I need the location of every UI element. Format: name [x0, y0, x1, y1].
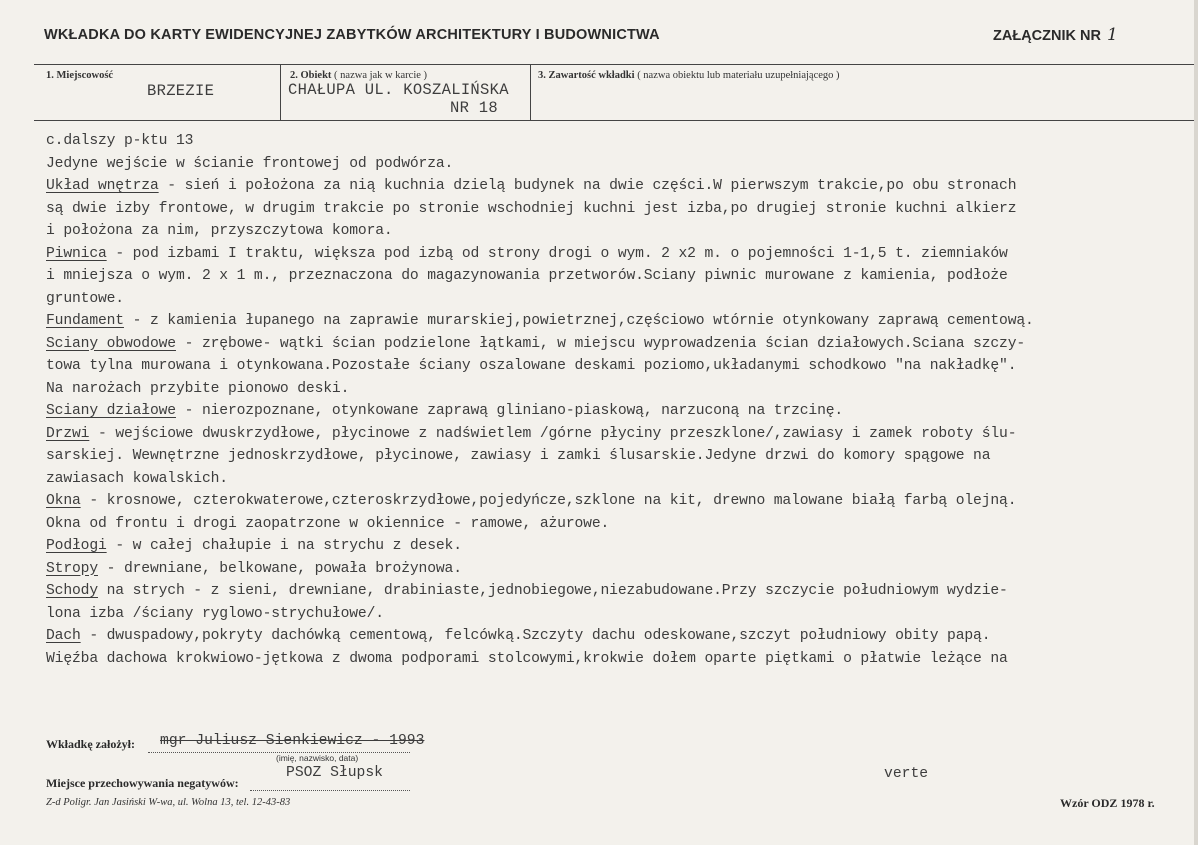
- body-line: [46, 175, 1196, 198]
- body-line: Na narożach przybite pionowo deski.: [46, 380, 350, 397]
- section-heading-layout: Układ wnętrza: [46, 178, 159, 194]
- body-line: Jedyne wejście w ścianie frontowej od podwórza.: [46, 155, 454, 172]
- verte-note: verte: [884, 766, 929, 782]
- field-divider-1: [280, 64, 281, 120]
- header-rule-top: [34, 64, 1194, 65]
- field-divider-2: [530, 64, 531, 120]
- body-line: sarskiej. Wewnętrzne jednoskrzydłowe, płycinowe, zawiasy i zamki ślusarskie.Jedyne drzwi do komory spągowe na: [46, 448, 991, 464]
- section-heading-floors: Podłogi: [46, 538, 107, 554]
- object-value-line-1: CHAŁUPA UL. KOSZALIŃSKA: [288, 81, 509, 99]
- object-label: 2. Obiekt: [290, 70, 332, 81]
- body-line: lona izba /ściany ryglowo-strychułowe/.: [46, 605, 384, 622]
- section-heading-outer-walls: Sciany obwodowe: [46, 335, 176, 352]
- founder-value: mgr Juliusz Sienkiewicz - 1993: [160, 733, 425, 749]
- body-line-text: - dwuspadowy,pokryty dachówką cementową, felcówką.Szczyty dachu odeskowane,szczyt południowy obity papą.: [80, 628, 991, 644]
- section-heading-roof: Dach: [46, 628, 81, 644]
- body-line: [46, 535, 1196, 558]
- body-line: [46, 580, 1196, 603]
- section-heading-doors: Drzwi: [46, 425, 90, 442]
- body-line: c.dalszy p-ktu 13: [46, 133, 194, 149]
- section-heading-foundation: Fundament: [46, 313, 124, 329]
- body-line-text: - pod izbami I traktu, większa pod izbą od strony drogi o wym. 2 x2 m. o pojemności 1-1,5 t. ziemniaków: [106, 245, 1008, 262]
- attachment-label-group: [993, 25, 1118, 45]
- body-line-text: - drewniane, belkowane, powała brożynowa.: [97, 560, 462, 577]
- section-heading-stairs: Schody: [46, 583, 98, 599]
- body-line: zawiasach kowalskich.: [46, 470, 228, 487]
- section-heading-cellar: Piwnica: [46, 245, 107, 262]
- body-line: są dwie izby frontowe, w drugim trakcie po stronie wschodniej kuchni jest izba,po drugiej stronie kuchni alkierz: [46, 200, 1017, 217]
- object-label-group: [290, 70, 427, 81]
- object-value-line-2: NR 18: [450, 99, 499, 117]
- body-line: gruntowe.: [46, 290, 124, 307]
- negatives-dotline: [250, 790, 410, 791]
- body-line: [46, 490, 1196, 513]
- content-label-group: [538, 70, 840, 81]
- printer-imprint: Z-d Poligr. Jan Jasiński W-wa, ul. Wolna 13, tel. 12-43-83: [46, 797, 291, 808]
- form-model: Wzór ODZ 1978 r.: [1060, 796, 1155, 810]
- locality-label: 1. Miejscowość: [46, 70, 114, 81]
- body-line: i położona za nim, przyszczytowa komora.: [46, 223, 393, 239]
- body-line: i mniejsza o wym. 2 x 1 m., przeznaczona do magazynowania przetworów.Sciany piwnic murowane z kamienia, podłoże: [46, 268, 1008, 284]
- object-label-note: ( nazwa jak w karcie ): [334, 70, 428, 81]
- body-line: [46, 400, 1196, 423]
- body-line: [46, 558, 1196, 581]
- body-line-text: - krosnowe, czterokwaterowe,czteroskrzydłowe,pojedyńcze,szklone na kit, drewno malowane białą farbą olejną.: [80, 493, 1017, 509]
- body-line-text: - z kamienia łupanego na zaprawie murarskiej,powietrznej,częściowo wtórnie otynkowany zaprawą cementową.: [123, 313, 1034, 329]
- content-label-note: ( nazwa obiektu lub materiału uzupełniającego ): [637, 70, 840, 81]
- body-line-text: - sień i położona za nią kuchnia dzielą budynek na dwie części.W pierwszym trakcie,po obu stronach: [158, 178, 1017, 194]
- body-line: [46, 310, 1196, 333]
- attachment-label: ZAŁĄCZNIK NR: [993, 28, 1101, 44]
- locality-value: BRZEZIE: [147, 82, 215, 100]
- body-line: [46, 243, 1196, 266]
- founder-label: Wkładkę założył:: [46, 737, 135, 751]
- body-line: Okna od frontu i drogi zaopatrzone w okiennice - ramowe, ażurowe.: [46, 515, 610, 532]
- body-line-text: - wejściowe dwuskrzydłowe, płycinowe z nadświetlem /górne płyciny przeszklone/,zawiasy i zamek roboty ślu-: [89, 425, 1017, 442]
- body-line: towa tylna murowana i otynkowana.Pozostałe ściany oszalowane deskami poziomo,układanymi schodkowo "na nakładkę".: [46, 358, 1017, 374]
- typed-body: [46, 130, 1196, 670]
- form-title: WKŁADKA DO KARTY EWIDENCYJNEJ ZABYTKÓW ARCHITEKTURY I BUDOWNICTWA: [44, 27, 660, 43]
- section-heading-ceilings: Stropy: [46, 560, 98, 577]
- attachment-number: 1: [1106, 25, 1118, 45]
- founder-caption: (imię, nazwisko, data): [276, 753, 359, 763]
- body-line: [46, 423, 1196, 446]
- card-edge: [1194, 0, 1198, 845]
- body-line-text: na strych - z sieni, drewniane, drabiniaste,jednobiegowe,niezabudowane.Przy szczycie południowym wydzie-: [97, 583, 1008, 599]
- negatives-value: PSOZ Słupsk: [286, 765, 383, 781]
- body-line-text: - nierozpoznane, otynkowane zaprawą gliniano-piaskową, narzuconą na trzcinę.: [175, 403, 844, 419]
- negatives-label: Miejsce przechowywania negatywów:: [46, 776, 239, 790]
- body-line: [46, 625, 1196, 648]
- content-label: 3. Zawartość wkładki: [538, 70, 635, 81]
- header-rule-bottom: [34, 120, 1194, 121]
- body-line: Więźba dachowa krokwiowo-jętkowa z dwoma podporami stolcowymi,krokwie dołem oparte piętkami o płatwie leżące na: [46, 650, 1008, 667]
- body-line-text: - w całej chałupie i na strychu z desek.: [106, 538, 462, 554]
- section-heading-partition-walls: Sciany działowe: [46, 403, 176, 419]
- body-line: [46, 333, 1196, 356]
- body-line-text: - zrębowe- wątki ścian podzielone łątkami, w miejscu wyprowadzenia ścian działowych.Sciana szczy-: [175, 335, 1026, 352]
- section-heading-windows: Okna: [46, 493, 81, 509]
